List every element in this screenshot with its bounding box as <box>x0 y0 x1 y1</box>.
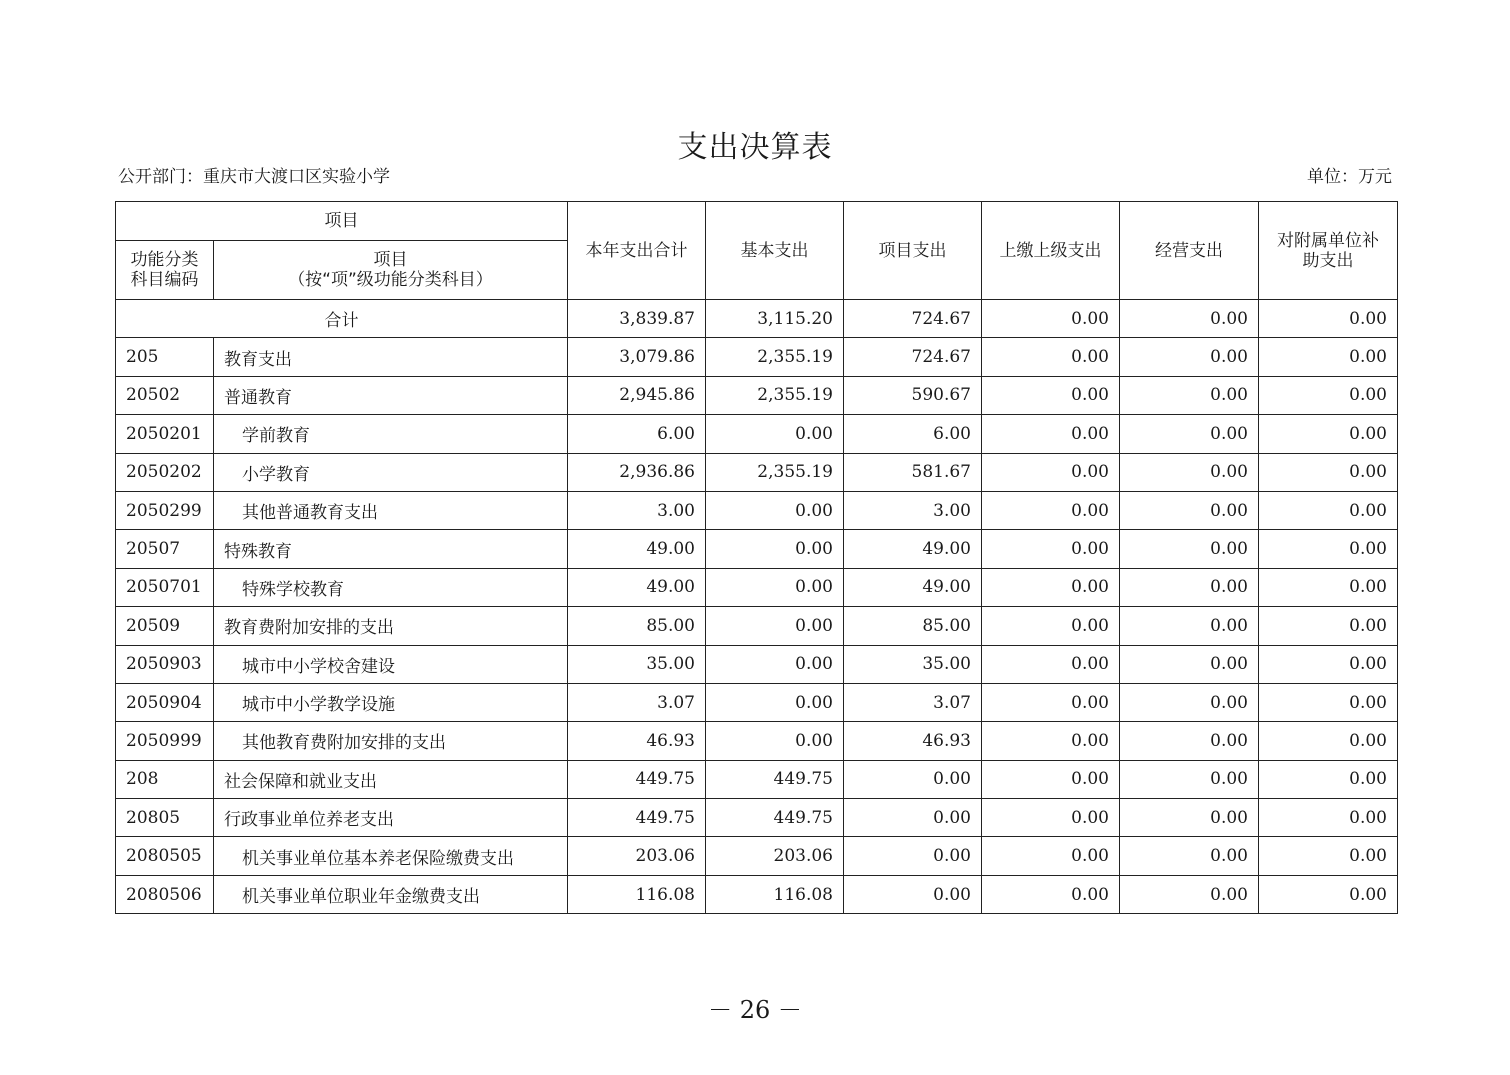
cell-code: 2050201 <box>116 415 214 453</box>
cell-code: 2080505 <box>116 837 214 875</box>
total-cell-project: 724.67 <box>844 300 982 338</box>
table-row <box>116 607 1398 645</box>
cell-business: 0.00 <box>1120 453 1259 491</box>
cell-business: 0.00 <box>1120 875 1259 913</box>
header-total: 本年支出合计 <box>568 202 706 300</box>
cell-total: 2,936.86 <box>568 453 706 491</box>
cell-name: 其他教育费附加安排的支出 <box>214 722 568 760</box>
cell-basic: 0.00 <box>706 568 844 606</box>
cell-subsidy: 0.00 <box>1259 376 1398 414</box>
cell-total: 3.07 <box>568 683 706 721</box>
cell-name: 机关事业单位基本养老保险缴费支出 <box>214 837 568 875</box>
cell-business: 0.00 <box>1120 568 1259 606</box>
cell-project: 85.00 <box>844 607 982 645</box>
table-row <box>116 568 1398 606</box>
table-row <box>116 338 1398 376</box>
header-item <box>214 241 568 300</box>
cell-subsidy: 0.00 <box>1259 338 1398 376</box>
cell-upper: 0.00 <box>982 491 1120 529</box>
cell-business: 0.00 <box>1120 760 1259 798</box>
total-cell-business: 0.00 <box>1120 300 1259 338</box>
cell-business: 0.00 <box>1120 376 1259 414</box>
page-title: 支出决算表 <box>677 130 833 165</box>
cell-project: 35.00 <box>844 645 982 683</box>
cell-project: 724.67 <box>844 338 982 376</box>
cell-upper: 0.00 <box>982 607 1120 645</box>
cell-total: 203.06 <box>568 837 706 875</box>
cell-subsidy: 0.00 <box>1259 683 1398 721</box>
cell-total: 49.00 <box>568 568 706 606</box>
cell-subsidy: 0.00 <box>1259 799 1398 837</box>
cell-name: 机关事业单位职业年金缴费支出 <box>214 875 568 913</box>
cell-total: 46.93 <box>568 722 706 760</box>
cell-business: 0.00 <box>1120 338 1259 376</box>
cell-upper: 0.00 <box>982 799 1120 837</box>
cell-subsidy: 0.00 <box>1259 530 1398 568</box>
cell-total: 35.00 <box>568 645 706 683</box>
cell-subsidy: 0.00 <box>1259 875 1398 913</box>
cell-project: 49.00 <box>844 568 982 606</box>
department-label: 公开部门：重庆市大渡口区实验小学 <box>118 167 390 187</box>
cell-total: 85.00 <box>568 607 706 645</box>
table-row <box>116 722 1398 760</box>
cell-basic: 116.08 <box>706 875 844 913</box>
cell-basic: 0.00 <box>706 415 844 453</box>
cell-code: 20509 <box>116 607 214 645</box>
cell-name: 行政事业单位养老支出 <box>214 799 568 837</box>
cell-total: 3,079.86 <box>568 338 706 376</box>
cell-total: 49.00 <box>568 530 706 568</box>
cell-basic: 2,355.19 <box>706 338 844 376</box>
header-project-group: 项目 <box>116 202 568 241</box>
cell-upper: 0.00 <box>982 722 1120 760</box>
cell-code: 20507 <box>116 530 214 568</box>
total-row <box>116 300 1398 338</box>
cell-subsidy: 0.00 <box>1259 568 1398 606</box>
total-cell-upper: 0.00 <box>982 300 1120 338</box>
table-row <box>116 837 1398 875</box>
table-row <box>116 491 1398 529</box>
cell-code: 2050299 <box>116 491 214 529</box>
cell-name: 城市中小学教学设施 <box>214 683 568 721</box>
cell-business: 0.00 <box>1120 607 1259 645</box>
cell-name: 普通教育 <box>214 376 568 414</box>
table-row <box>116 683 1398 721</box>
cell-upper: 0.00 <box>982 530 1120 568</box>
cell-upper: 0.00 <box>982 338 1120 376</box>
cell-code: 208 <box>116 760 214 798</box>
header-subsidy-line2: 助支出 <box>1302 250 1354 271</box>
cell-project: 6.00 <box>844 415 982 453</box>
cell-upper: 0.00 <box>982 683 1120 721</box>
cell-basic: 203.06 <box>706 837 844 875</box>
header-func-code <box>116 241 214 300</box>
unit-label: 单位：万元 <box>1307 167 1392 187</box>
cell-upper: 0.00 <box>982 760 1120 798</box>
total-cell-subsidy: 0.00 <box>1259 300 1398 338</box>
cell-name: 其他普通教育支出 <box>214 491 568 529</box>
cell-project: 3.00 <box>844 491 982 529</box>
cell-name: 教育支出 <box>214 338 568 376</box>
cell-total: 116.08 <box>568 875 706 913</box>
cell-subsidy: 0.00 <box>1259 491 1398 529</box>
cell-code: 2080506 <box>116 875 214 913</box>
cell-basic: 2,355.19 <box>706 453 844 491</box>
page-number: － 26 － <box>708 996 802 1024</box>
cell-basic: 449.75 <box>706 760 844 798</box>
cell-subsidy: 0.00 <box>1259 837 1398 875</box>
cell-business: 0.00 <box>1120 799 1259 837</box>
table-row <box>116 415 1398 453</box>
cell-project: 0.00 <box>844 837 982 875</box>
total-cell-basic: 3,115.20 <box>706 300 844 338</box>
cell-upper: 0.00 <box>982 376 1120 414</box>
header-item-line1: 项目 <box>373 250 408 270</box>
cell-upper: 0.00 <box>982 415 1120 453</box>
cell-business: 0.00 <box>1120 530 1259 568</box>
cell-name: 特殊学校教育 <box>214 568 568 606</box>
header-func-code-line2: 科目编码 <box>130 270 199 290</box>
cell-subsidy: 0.00 <box>1259 415 1398 453</box>
table-row <box>116 530 1398 568</box>
cell-project: 49.00 <box>844 530 982 568</box>
cell-total: 449.75 <box>568 799 706 837</box>
cell-code: 2050904 <box>116 683 214 721</box>
cell-total: 2,945.86 <box>568 376 706 414</box>
header-subsidy-line1: 对附属单位补 <box>1277 230 1379 251</box>
cell-name: 小学教育 <box>214 453 568 491</box>
header-business: 经营支出 <box>1120 202 1259 300</box>
cell-code: 205 <box>116 338 214 376</box>
cell-name: 特殊教育 <box>214 530 568 568</box>
total-cell-total: 3,839.87 <box>568 300 706 338</box>
table-row <box>116 453 1398 491</box>
cell-upper: 0.00 <box>982 837 1120 875</box>
cell-business: 0.00 <box>1120 683 1259 721</box>
cell-code: 2050701 <box>116 568 214 606</box>
cell-project: 46.93 <box>844 722 982 760</box>
table-row <box>116 875 1398 913</box>
cell-code: 2050903 <box>116 645 214 683</box>
cell-subsidy: 0.00 <box>1259 453 1398 491</box>
expenditure-table <box>115 201 1398 914</box>
cell-name: 社会保障和就业支出 <box>214 760 568 798</box>
cell-name: 城市中小学校舍建设 <box>214 645 568 683</box>
table-row <box>116 799 1398 837</box>
cell-business: 0.00 <box>1120 415 1259 453</box>
table-row <box>116 760 1398 798</box>
cell-subsidy: 0.00 <box>1259 645 1398 683</box>
cell-basic: 0.00 <box>706 722 844 760</box>
cell-name: 教育费附加安排的支出 <box>214 607 568 645</box>
cell-total: 3.00 <box>568 491 706 529</box>
header-item-line2: （按“项”级功能分类科目） <box>288 270 493 290</box>
cell-basic: 0.00 <box>706 683 844 721</box>
header-basic: 基本支出 <box>706 202 844 300</box>
cell-subsidy: 0.00 <box>1259 607 1398 645</box>
cell-project: 3.07 <box>844 683 982 721</box>
cell-business: 0.00 <box>1120 722 1259 760</box>
cell-project: 0.00 <box>844 760 982 798</box>
cell-subsidy: 0.00 <box>1259 760 1398 798</box>
cell-project: 0.00 <box>844 799 982 837</box>
cell-project: 581.67 <box>844 453 982 491</box>
cell-business: 0.00 <box>1120 645 1259 683</box>
header-subsidy <box>1259 202 1398 300</box>
cell-basic: 0.00 <box>706 491 844 529</box>
cell-name: 学前教育 <box>214 415 568 453</box>
cell-upper: 0.00 <box>982 645 1120 683</box>
table-row <box>116 645 1398 683</box>
cell-upper: 0.00 <box>982 875 1120 913</box>
header-func-code-line1: 功能分类 <box>130 250 199 270</box>
cell-basic: 0.00 <box>706 530 844 568</box>
cell-code: 20805 <box>116 799 214 837</box>
header-upper: 上缴上级支出 <box>982 202 1120 300</box>
cell-subsidy: 0.00 <box>1259 722 1398 760</box>
table-row <box>116 376 1398 414</box>
cell-code: 2050202 <box>116 453 214 491</box>
header-project: 项目支出 <box>844 202 982 300</box>
cell-code: 20502 <box>116 376 214 414</box>
cell-code: 2050999 <box>116 722 214 760</box>
cell-upper: 0.00 <box>982 568 1120 606</box>
cell-basic: 449.75 <box>706 799 844 837</box>
cell-basic: 2,355.19 <box>706 376 844 414</box>
total-label: 合计 <box>116 300 568 338</box>
cell-total: 6.00 <box>568 415 706 453</box>
cell-business: 0.00 <box>1120 837 1259 875</box>
cell-project: 590.67 <box>844 376 982 414</box>
cell-basic: 0.00 <box>706 645 844 683</box>
cell-upper: 0.00 <box>982 453 1120 491</box>
cell-total: 449.75 <box>568 760 706 798</box>
cell-business: 0.00 <box>1120 491 1259 529</box>
cell-project: 0.00 <box>844 875 982 913</box>
cell-basic: 0.00 <box>706 607 844 645</box>
